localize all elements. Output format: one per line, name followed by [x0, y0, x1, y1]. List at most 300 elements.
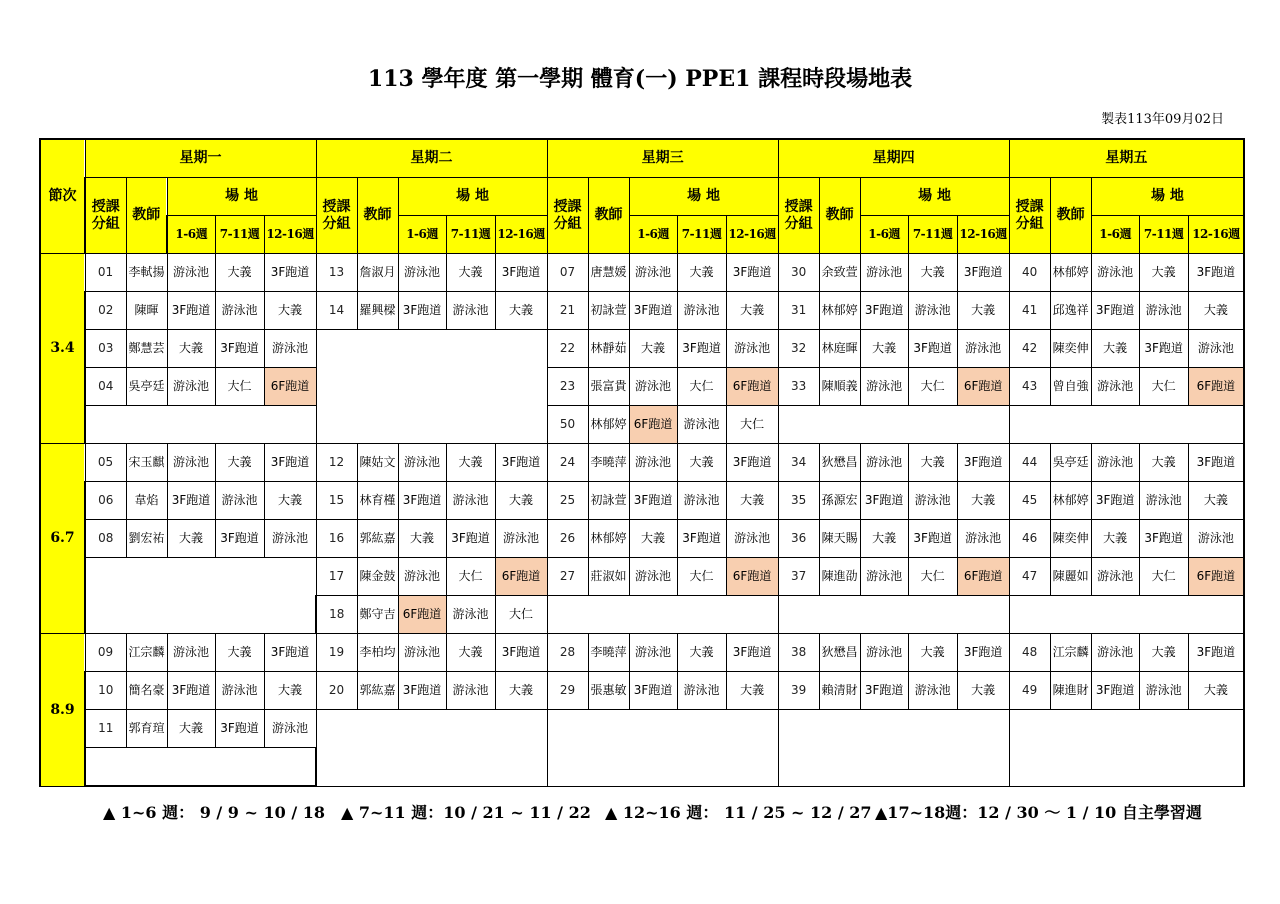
venue-cell: 大仁 [677, 558, 726, 596]
teacher-name: 詹淑月 [357, 254, 398, 292]
venue-cell: 3F跑道 [215, 710, 264, 748]
empty-slot [1009, 710, 1244, 787]
group-number: 20 [316, 672, 357, 710]
venue-cell: 游泳池 [629, 634, 677, 672]
group-number: 05 [85, 444, 126, 482]
venue-cell: 大義 [908, 634, 957, 672]
week-range-header: 7-11週 [446, 216, 495, 254]
teacher-name: 陳順義 [819, 368, 860, 406]
venue-cell: 大仁 [1139, 558, 1188, 596]
venue-cell: 游泳池 [860, 444, 908, 482]
group-header: 授課分組 [85, 178, 126, 254]
teacher-name: 郭育瑄 [126, 710, 167, 748]
teacher-name: 曾自強 [1050, 368, 1091, 406]
venue-cell: 游泳池 [1091, 634, 1139, 672]
venue-cell: 大義 [1188, 292, 1244, 330]
venue-cell: 游泳池 [908, 672, 957, 710]
week-range-header: 12-16週 [1188, 216, 1244, 254]
venue-cell: 游泳池 [1091, 558, 1139, 596]
footer-note: ▲ 1~6 週： 9 / 9 ~ 10 / 18 [103, 803, 326, 822]
teacher-name: 李軾揚 [126, 254, 167, 292]
venue-cell: 大義 [495, 292, 547, 330]
group-number: 45 [1009, 482, 1050, 520]
venue-cell: 游泳池 [1139, 292, 1188, 330]
venue-cell: 大仁 [446, 558, 495, 596]
venue-cell: 3F跑道 [860, 292, 908, 330]
venue-cell: 大仁 [1139, 368, 1188, 406]
venue-cell: 游泳池 [957, 330, 1009, 368]
venue-cell: 3F跑道 [677, 330, 726, 368]
teacher-name: 初詠萱 [588, 292, 629, 330]
venue-cell: 大義 [446, 254, 495, 292]
teacher-name: 狄懋昌 [819, 444, 860, 482]
teacher-name: 林郁婷 [588, 520, 629, 558]
table-row [40, 634, 1244, 672]
venue-cell: 游泳池 [1091, 444, 1139, 482]
venue-cell: 游泳池 [264, 330, 316, 368]
teacher-name: 羅興樑 [357, 292, 398, 330]
group-number: 43 [1009, 368, 1050, 406]
teacher-name: 吳亭廷 [126, 368, 167, 406]
teacher-name: 鄭慧芸 [126, 330, 167, 368]
venue-cell: 大義 [264, 292, 316, 330]
venue-cell: 大義 [215, 634, 264, 672]
venue-cell: 大義 [1188, 482, 1244, 520]
teacher-name: 陳進劭 [819, 558, 860, 596]
group-header: 授課分組 [1009, 178, 1050, 254]
venue-cell: 3F跑道 [495, 254, 547, 292]
venue-cell: 游泳池 [215, 292, 264, 330]
period-label: 6.7 [40, 444, 85, 634]
venue-cell: 游泳池 [677, 482, 726, 520]
venue-cell: 大義 [1139, 634, 1188, 672]
teacher-name: 陳天賜 [819, 520, 860, 558]
venue-cell: 大義 [495, 482, 547, 520]
group-number: 02 [85, 292, 126, 330]
week-range-header: 12-16週 [264, 216, 316, 254]
table-row [40, 292, 1244, 330]
venue-cell: 游泳池 [398, 634, 446, 672]
teacher-name: 唐慧媛 [588, 254, 629, 292]
group-number: 22 [547, 330, 588, 368]
venue-cell: 大義 [629, 520, 677, 558]
venue-cell: 6F跑道 [1188, 558, 1244, 596]
venue-cell: 游泳池 [1091, 368, 1139, 406]
group-number: 18 [316, 596, 357, 634]
teacher-name: 陳進財 [1050, 672, 1091, 710]
venue-cell: 大義 [860, 330, 908, 368]
group-number: 49 [1009, 672, 1050, 710]
teacher-name: 張富貴 [588, 368, 629, 406]
venue-cell: 3F跑道 [1188, 444, 1244, 482]
venue-header: 場 地 [398, 178, 547, 216]
empty-slot [316, 710, 547, 787]
venue-cell: 3F跑道 [495, 444, 547, 482]
empty-slot [778, 710, 1009, 787]
group-number: 27 [547, 558, 588, 596]
venue-cell: 3F跑道 [957, 444, 1009, 482]
group-number: 03 [85, 330, 126, 368]
venue-cell: 游泳池 [1091, 254, 1139, 292]
teacher-name: 江宗麟 [1050, 634, 1091, 672]
teacher-header: 教師 [819, 178, 860, 254]
venue-cell: 6F跑道 [957, 558, 1009, 596]
group-number: 50 [547, 406, 588, 444]
group-number: 48 [1009, 634, 1050, 672]
venue-cell: 游泳池 [629, 444, 677, 482]
venue-cell: 游泳池 [677, 292, 726, 330]
group-number: 35 [778, 482, 819, 520]
venue-cell: 大義 [1091, 520, 1139, 558]
venue-cell: 大義 [908, 444, 957, 482]
venue-cell: 游泳池 [495, 520, 547, 558]
day-header: 星期三 [547, 139, 778, 178]
venue-cell: 3F跑道 [215, 520, 264, 558]
group-number: 25 [547, 482, 588, 520]
venue-cell: 3F跑道 [629, 292, 677, 330]
venue-cell: 游泳池 [215, 482, 264, 520]
group-number: 31 [778, 292, 819, 330]
teacher-name: 余致萱 [819, 254, 860, 292]
venue-cell: 3F跑道 [726, 634, 778, 672]
venue-cell: 大義 [726, 482, 778, 520]
teacher-name: 江宗麟 [126, 634, 167, 672]
group-number: 29 [547, 672, 588, 710]
venue-cell: 游泳池 [1139, 672, 1188, 710]
venue-cell: 大義 [957, 292, 1009, 330]
group-header: 授課分組 [316, 178, 357, 254]
group-number: 40 [1009, 254, 1050, 292]
group-header: 授課分組 [778, 178, 819, 254]
venue-cell: 3F跑道 [957, 254, 1009, 292]
venue-cell: 游泳池 [1139, 482, 1188, 520]
venue-cell: 6F跑道 [726, 558, 778, 596]
teacher-name: 陳姑文 [357, 444, 398, 482]
group-number: 15 [316, 482, 357, 520]
table-row [40, 330, 1244, 368]
venue-cell: 3F跑道 [677, 520, 726, 558]
day-header: 星期四 [778, 139, 1009, 178]
venue-cell: 3F跑道 [167, 672, 215, 710]
group-number: 42 [1009, 330, 1050, 368]
venue-cell: 大義 [726, 672, 778, 710]
footer-note: ▲17~18週：12 / 30 ～ 1 / 10 自主學習週 [875, 803, 1202, 822]
venue-cell: 大義 [957, 482, 1009, 520]
venue-cell: 6F跑道 [726, 368, 778, 406]
venue-cell: 3F跑道 [398, 292, 446, 330]
week-range-header: 12-16週 [957, 216, 1009, 254]
day-header: 星期五 [1009, 139, 1244, 178]
venue-cell: 3F跑道 [264, 254, 316, 292]
venue-cell: 3F跑道 [860, 482, 908, 520]
group-number: 16 [316, 520, 357, 558]
venue-cell: 大義 [860, 520, 908, 558]
group-number: 08 [85, 520, 126, 558]
venue-cell: 大義 [957, 672, 1009, 710]
venue-header: 場 地 [860, 178, 1009, 216]
group-number: 36 [778, 520, 819, 558]
venue-cell: 游泳池 [167, 368, 215, 406]
venue-header: 場 地 [1091, 178, 1244, 216]
teacher-header: 教師 [588, 178, 629, 254]
group-number: 12 [316, 444, 357, 482]
teacher-name: 劉宏祐 [126, 520, 167, 558]
made-date: 製表113年09月02日 [1101, 112, 1224, 127]
table-row [40, 444, 1244, 482]
group-number: 39 [778, 672, 819, 710]
venue-cell: 大仁 [677, 368, 726, 406]
group-number: 30 [778, 254, 819, 292]
venue-cell: 大義 [677, 444, 726, 482]
venue-cell: 大義 [726, 292, 778, 330]
venue-cell: 游泳池 [446, 672, 495, 710]
group-number: 32 [778, 330, 819, 368]
venue-cell: 6F跑道 [629, 406, 677, 444]
venue-cell: 大仁 [908, 368, 957, 406]
week-range-header: 7-11週 [677, 216, 726, 254]
week-range-header: 7-11週 [215, 216, 264, 254]
teacher-name: 韋焰 [126, 482, 167, 520]
venue-cell: 大義 [167, 520, 215, 558]
group-number: 07 [547, 254, 588, 292]
venue-cell: 3F跑道 [398, 482, 446, 520]
teacher-name: 孫源宏 [819, 482, 860, 520]
day-header: 星期二 [316, 139, 547, 178]
teacher-name: 初詠萱 [588, 482, 629, 520]
group-number: 34 [778, 444, 819, 482]
teacher-name: 林靜茹 [588, 330, 629, 368]
week-range-header: 1-6週 [860, 216, 908, 254]
header-row-columns [40, 178, 1244, 216]
venue-cell: 3F跑道 [1091, 482, 1139, 520]
venue-cell: 3F跑道 [215, 330, 264, 368]
venue-cell: 3F跑道 [1091, 672, 1139, 710]
venue-cell: 3F跑道 [1188, 254, 1244, 292]
venue-cell: 游泳池 [726, 520, 778, 558]
venue-cell: 6F跑道 [398, 596, 446, 634]
venue-cell: 3F跑道 [908, 330, 957, 368]
venue-cell: 6F跑道 [495, 558, 547, 596]
week-range-header: 1-6週 [167, 216, 215, 254]
venue-cell: 游泳池 [167, 254, 215, 292]
teacher-name: 賴清財 [819, 672, 860, 710]
empty-slot [778, 406, 1009, 444]
group-number: 37 [778, 558, 819, 596]
venue-cell: 游泳池 [860, 368, 908, 406]
venue-cell: 大義 [167, 330, 215, 368]
teacher-name: 林郁婷 [1050, 254, 1091, 292]
venue-cell: 大仁 [215, 368, 264, 406]
venue-cell: 6F跑道 [264, 368, 316, 406]
week-range-header: 7-11週 [908, 216, 957, 254]
group-number: 19 [316, 634, 357, 672]
empty-slot [85, 406, 316, 444]
venue-cell: 游泳池 [860, 558, 908, 596]
group-number: 24 [547, 444, 588, 482]
teacher-name: 林郁婷 [819, 292, 860, 330]
venue-cell: 游泳池 [215, 672, 264, 710]
empty-slot [316, 330, 547, 444]
teacher-name: 宋玉麒 [126, 444, 167, 482]
table-row [40, 406, 1244, 444]
venue-cell: 大義 [1188, 672, 1244, 710]
empty-slot [547, 710, 778, 787]
venue-cell: 3F跑道 [264, 634, 316, 672]
venue-cell: 3F跑道 [495, 634, 547, 672]
group-number: 10 [85, 672, 126, 710]
venue-cell: 大義 [446, 634, 495, 672]
venue-cell: 3F跑道 [629, 482, 677, 520]
venue-cell: 游泳池 [264, 710, 316, 748]
venue-cell: 大義 [1091, 330, 1139, 368]
teacher-name: 陳金鼓 [357, 558, 398, 596]
venue-cell: 游泳池 [677, 406, 726, 444]
teacher-name: 李曉萍 [588, 444, 629, 482]
venue-cell: 大義 [398, 520, 446, 558]
venue-cell: 3F跑道 [264, 444, 316, 482]
teacher-name: 陳麗如 [1050, 558, 1091, 596]
group-number: 09 [85, 634, 126, 672]
empty-slot [1009, 406, 1244, 444]
period-header: 節次 [40, 139, 85, 254]
venue-cell: 大義 [215, 254, 264, 292]
venue-cell: 大義 [677, 254, 726, 292]
teacher-name: 李柏均 [357, 634, 398, 672]
venue-cell: 游泳池 [726, 330, 778, 368]
venue-cell: 3F跑道 [908, 520, 957, 558]
venue-cell: 3F跑道 [167, 482, 215, 520]
venue-cell: 游泳池 [1188, 520, 1244, 558]
venue-cell: 3F跑道 [726, 254, 778, 292]
week-range-header: 7-11週 [1139, 216, 1188, 254]
venue-cell: 游泳池 [677, 672, 726, 710]
empty-slot [85, 558, 316, 634]
table-row [40, 710, 1244, 748]
venue-cell: 游泳池 [398, 254, 446, 292]
venue-cell: 3F跑道 [1091, 292, 1139, 330]
week-range-header: 1-6週 [398, 216, 446, 254]
group-number: 14 [316, 292, 357, 330]
table-row [40, 672, 1244, 710]
venue-cell: 大義 [908, 254, 957, 292]
teacher-name: 邱逸祥 [1050, 292, 1091, 330]
group-number: 28 [547, 634, 588, 672]
group-number: 06 [85, 482, 126, 520]
venue-cell: 大義 [215, 444, 264, 482]
venue-cell: 游泳池 [446, 292, 495, 330]
venue-cell: 游泳池 [398, 558, 446, 596]
venue-cell: 大義 [677, 634, 726, 672]
venue-cell: 游泳池 [629, 558, 677, 596]
venue-header: 場 地 [629, 178, 778, 216]
group-number: 33 [778, 368, 819, 406]
table-row [40, 482, 1244, 520]
group-number: 11 [85, 710, 126, 748]
venue-cell: 大仁 [726, 406, 778, 444]
teacher-name: 郭紘嘉 [357, 520, 398, 558]
table-row [40, 520, 1244, 558]
teacher-name: 張惠敏 [588, 672, 629, 710]
venue-cell: 3F跑道 [167, 292, 215, 330]
table-row [40, 254, 1244, 292]
table-row [40, 558, 1244, 596]
venue-cell: 游泳池 [398, 444, 446, 482]
venue-cell: 大義 [495, 672, 547, 710]
venue-cell: 大仁 [495, 596, 547, 634]
venue-header: 場 地 [167, 178, 316, 216]
teacher-name: 莊淑如 [588, 558, 629, 596]
footer-note: ▲ 7~11 週：10 / 21 ~ 11 / 22 [341, 803, 591, 822]
venue-cell: 3F跑道 [726, 444, 778, 482]
group-number: 41 [1009, 292, 1050, 330]
venue-cell: 3F跑道 [1188, 634, 1244, 672]
teacher-name: 陳奕伸 [1050, 520, 1091, 558]
empty-slot [1009, 596, 1244, 634]
teacher-name: 林育槿 [357, 482, 398, 520]
venue-cell: 游泳池 [446, 596, 495, 634]
teacher-name: 林庭暉 [819, 330, 860, 368]
table-row [40, 368, 1244, 406]
empty-slot [778, 596, 1009, 634]
venue-cell: 大仁 [908, 558, 957, 596]
teacher-name: 李曉萍 [588, 634, 629, 672]
venue-cell: 游泳池 [167, 444, 215, 482]
venue-cell: 大義 [446, 444, 495, 482]
group-number: 17 [316, 558, 357, 596]
group-number: 44 [1009, 444, 1050, 482]
week-range-header: 12-16週 [495, 216, 547, 254]
venue-cell: 大義 [1139, 254, 1188, 292]
venue-cell: 游泳池 [860, 254, 908, 292]
period-label: 3.4 [40, 254, 85, 444]
teacher-name: 林郁婷 [1050, 482, 1091, 520]
teacher-name: 簡名豪 [126, 672, 167, 710]
venue-cell: 3F跑道 [398, 672, 446, 710]
week-range-header: 12-16週 [726, 216, 778, 254]
teacher-name: 狄懋昌 [819, 634, 860, 672]
venue-cell: 大義 [264, 482, 316, 520]
venue-cell: 大義 [264, 672, 316, 710]
empty-slot [85, 748, 316, 787]
venue-cell: 游泳池 [167, 634, 215, 672]
teacher-name: 林郁婷 [588, 406, 629, 444]
venue-cell: 3F跑道 [446, 520, 495, 558]
group-number: 26 [547, 520, 588, 558]
venue-cell: 游泳池 [908, 292, 957, 330]
venue-cell: 6F跑道 [957, 368, 1009, 406]
teacher-name: 陳暉 [126, 292, 167, 330]
teacher-header: 教師 [1050, 178, 1091, 254]
header-row-days [40, 139, 1244, 178]
teacher-header: 教師 [357, 178, 398, 254]
group-number: 47 [1009, 558, 1050, 596]
venue-cell: 游泳池 [446, 482, 495, 520]
venue-cell: 3F跑道 [1139, 330, 1188, 368]
teacher-name: 鄭守吉 [357, 596, 398, 634]
venue-cell: 游泳池 [1188, 330, 1244, 368]
venue-cell: 3F跑道 [957, 634, 1009, 672]
venue-cell: 大義 [167, 710, 215, 748]
teacher-name: 陳奕伸 [1050, 330, 1091, 368]
teacher-name: 郭紘嘉 [357, 672, 398, 710]
teacher-header: 教師 [126, 178, 167, 254]
footer-note: ▲ 12~16 週： 11 / 25 ~ 12 / 27 [605, 803, 872, 822]
venue-cell: 游泳池 [629, 368, 677, 406]
venue-cell: 大義 [1139, 444, 1188, 482]
venue-cell: 游泳池 [957, 520, 1009, 558]
venue-cell: 游泳池 [264, 520, 316, 558]
week-range-header: 1-6週 [1091, 216, 1139, 254]
